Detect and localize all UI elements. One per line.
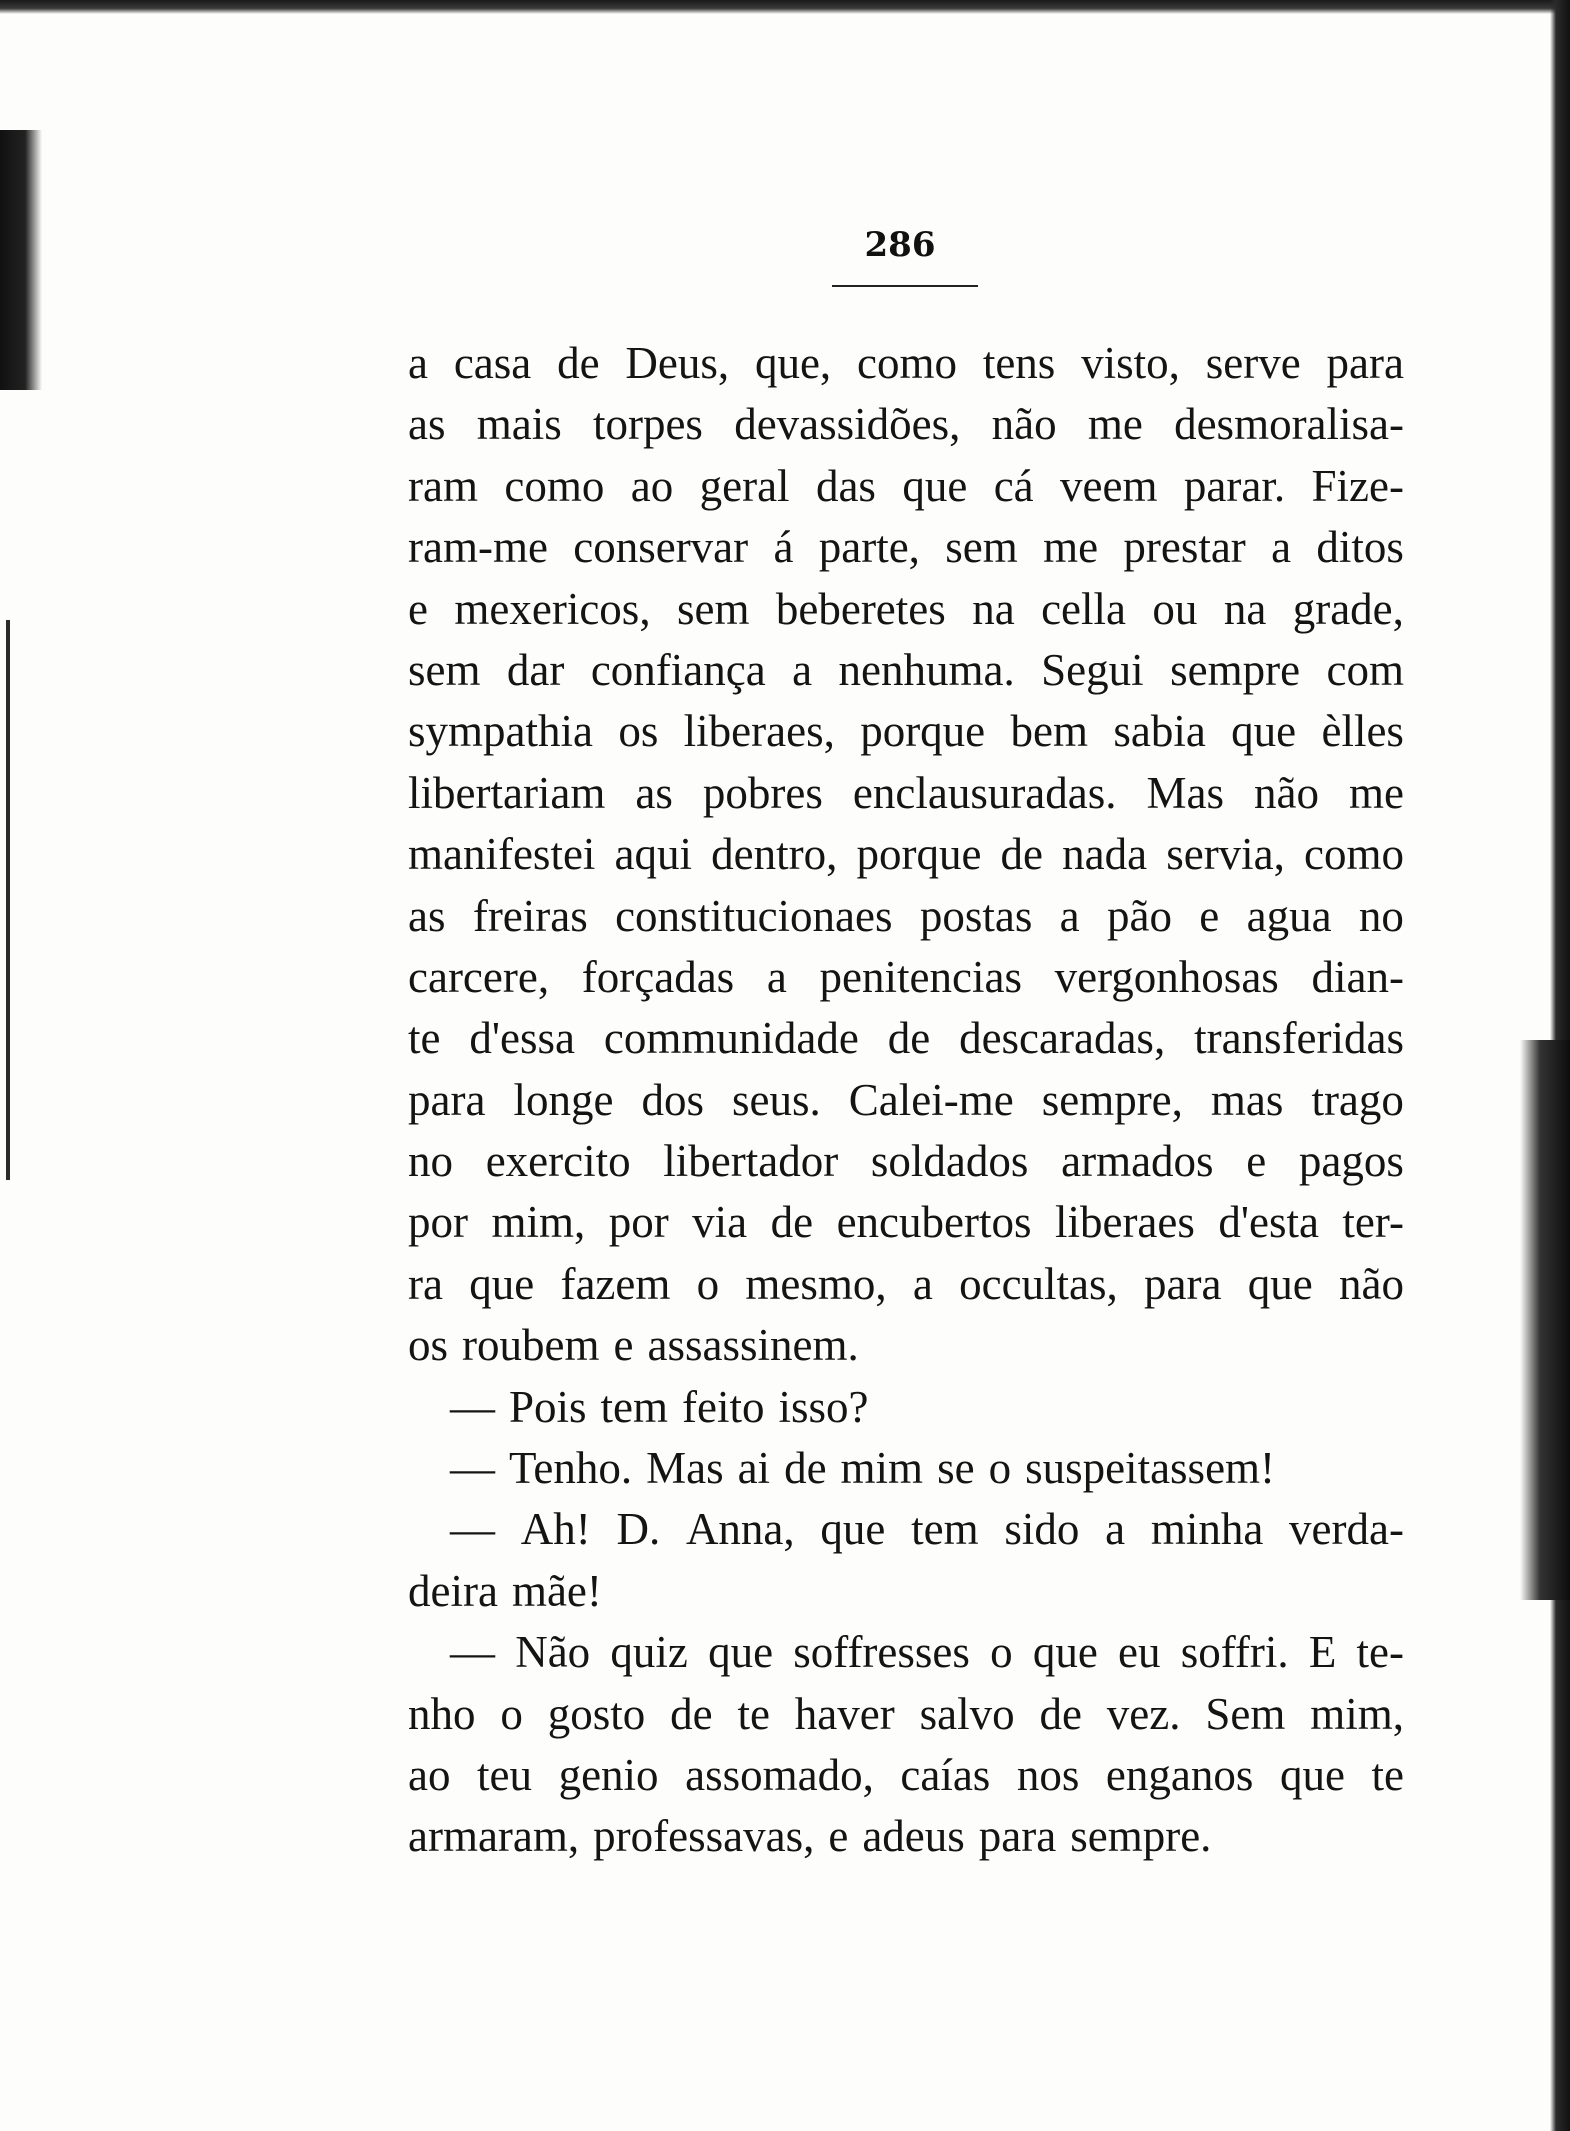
text-line: por mim, por via de encubertos liberaes d'esta ter- [408, 1197, 1404, 1248]
body-text [408, 333, 1404, 1868]
scan-left-line [6, 620, 10, 1180]
text-line: sympathia os liberaes, porque bem sabia que èlles [408, 706, 1404, 757]
text-line: no exercito libertador soldados armados e pagos [408, 1136, 1404, 1187]
text-line: sem dar confiança a nenhuma. Segui sempre com [408, 644, 1404, 695]
text-line: ram-me conservar á parte, sem me prestar a ditos [408, 522, 1404, 573]
text-line: carcere, forçadas a penitencias vergonhosas dian- [408, 951, 1404, 1002]
text-line: — Ah! D. Anna, que tem sido a minha verda- [450, 1504, 1404, 1555]
text-line: nho o gosto de te haver salvo de vez. Sem mim, [408, 1688, 1404, 1739]
text-line: ra que fazem o mesmo, a occultas, para que não [408, 1258, 1404, 1309]
text-line: as freiras constitucionaes postas a pão e agua no [408, 890, 1404, 941]
dialogue-paragraph [408, 1377, 1404, 1438]
text-line: manifestei aqui dentro, porque de nada servia, como [408, 829, 1404, 880]
page-number: 286 [864, 225, 936, 265]
text-line: a casa de Deus, que, como tens visto, serve para [408, 338, 1404, 388]
scan-right-shadow [1520, 1040, 1570, 1600]
text-line: as mais torpes devassidões, não me desmoralisa- [408, 399, 1404, 450]
text-line: para longe dos seus. Calei-me sempre, mas trago [408, 1074, 1404, 1125]
text-line: e mexericos, sem beberetes na cella ou na grade, [408, 583, 1404, 634]
scan-left-shadow [0, 130, 42, 390]
page-number-rule [832, 285, 978, 287]
dialogue-paragraph [408, 1622, 1404, 1868]
text-line: ram como ao geral das que cá veem parar. Fize- [408, 460, 1404, 511]
scan-top-edge [0, 0, 1570, 14]
text-line: armaram, professavas, e adeus para sempre. [408, 1811, 1212, 1862]
text-line: — Pois tem feito isso? [450, 1381, 869, 1432]
dialogue-paragraph [408, 1499, 1404, 1622]
text-line: te d'essa communidade de descaradas, transferidas [408, 1013, 1404, 1064]
dialogue-paragraph [408, 1438, 1404, 1499]
text-line: — Não quiz que soffresses o que eu soffri. E te- [450, 1627, 1404, 1678]
body-paragraph [408, 333, 1404, 1377]
text-line: libertariam as pobres enclausuradas. Mas não me [408, 767, 1404, 818]
text-line: ao teu genio assomado, caías nos enganos que te [408, 1749, 1404, 1800]
text-line: deira mãe! [408, 1565, 602, 1616]
text-line: — Tenho. Mas ai de mim se o suspeitassem! [450, 1443, 1276, 1494]
text-line: os roubem e assassinem. [408, 1320, 859, 1371]
